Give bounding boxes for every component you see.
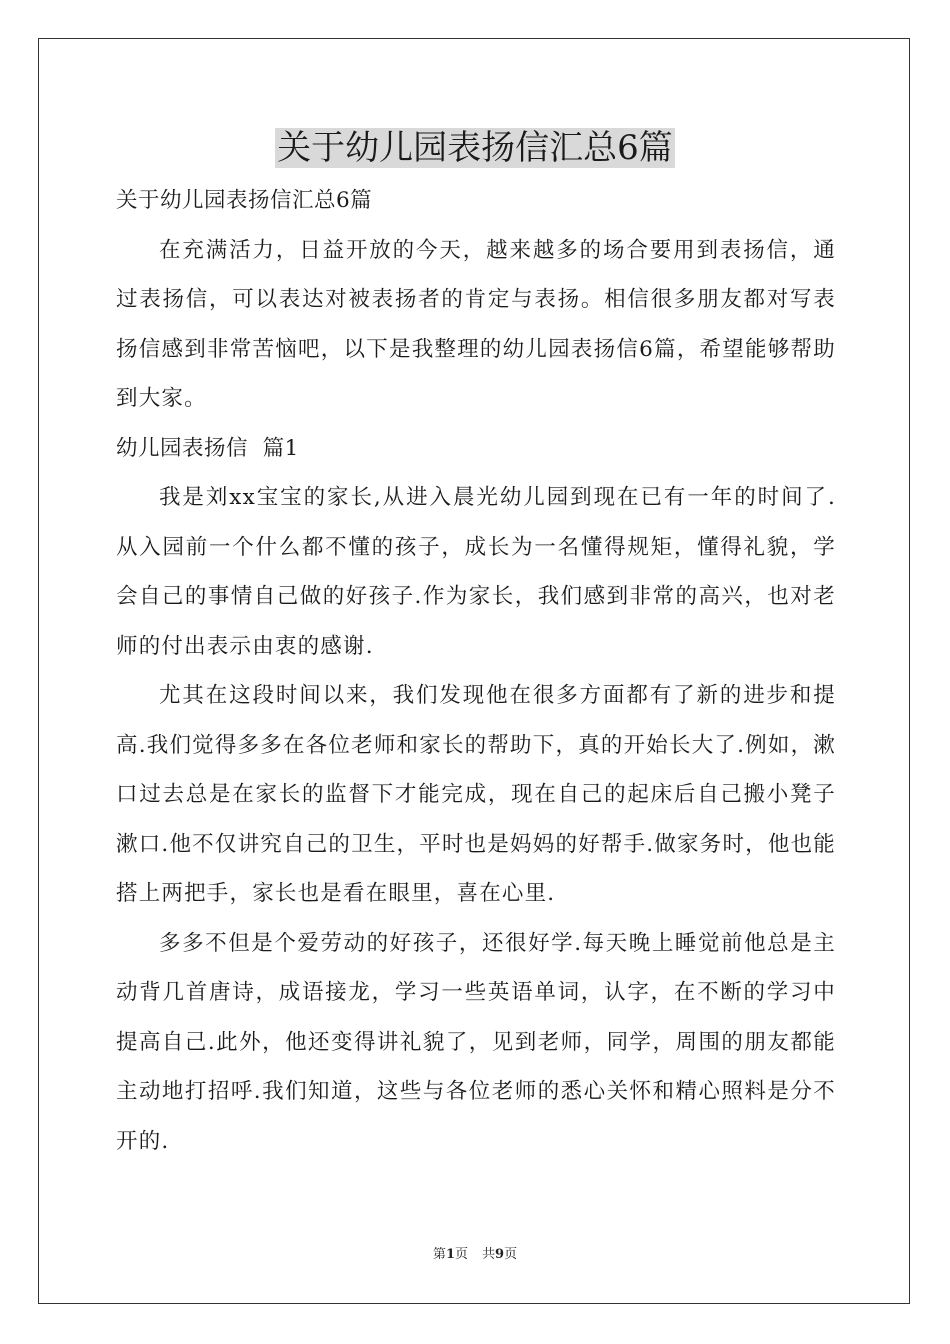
page-number: 1 bbox=[445, 1247, 455, 1262]
body-paragraph-3: 多多不但是个爱劳动的好孩子，还很好学.每天晚上睡觉前他总是主动背几首唐诗，成语接龙，学习一些英语单词，认字，在不断的学习中提高自己.此外，他还变得讲礼貌了，见到老师，同学，周围的朋友都能主动地打招呼.我们知道，这些与各位老师的悉心关怀和精心照料是分不开的. bbox=[116, 930, 836, 1154]
document-title-text: 关于幼儿园表扬信汇总6篇 bbox=[277, 128, 673, 168]
page-footer bbox=[0, 1246, 950, 1264]
total-pages: 9 bbox=[495, 1247, 505, 1262]
document-title bbox=[0, 122, 950, 174]
total-suffix: 页 bbox=[504, 1247, 518, 1262]
section-heading: 幼儿园表扬信 篇1 bbox=[116, 435, 299, 461]
document-subtitle: 关于幼儿园表扬信汇总6篇 bbox=[116, 188, 373, 213]
total-prefix: 共 bbox=[482, 1247, 496, 1262]
document-body bbox=[116, 176, 836, 1166]
page-prefix: 第 bbox=[432, 1247, 446, 1262]
page-suffix: 页 bbox=[454, 1247, 468, 1262]
body-paragraph-2: 尤其在这段时间以来，我们发现他在很多方面都有了新的进步和提高.我们觉得多多在各位老师和家长的帮助下，真的开始长大了.例如，漱口过去总是在家长的监督下才能完成，现在自己的起床后自己搬小凳子漱口.他不仅讲究自己的卫生，平时也是妈妈的好帮手.做家务时，他也能搭上两把手，家长也是看在眼里，喜在心里. bbox=[116, 683, 836, 906]
body-paragraph-1: 我是刘xx宝宝的家长,从进入晨光幼儿园到现在已有一年的时间了.从入园前一个什么都不懂的孩子，成长为一名懂得规矩，懂得礼貌，学会自己的事情自己做的好孩子.作为家长，我们感到非常的高兴，也对老师的付出表示由衷的感谢. bbox=[116, 485, 836, 659]
intro-paragraph: 在充满活力，日益开放的今天，越来越多的场合要用到表扬信，通过表扬信，可以表达对被表扬者的肯定与表扬。相信很多朋友都对写表扬信感到非常苦恼吧，以下是我整理的幼儿园表扬信6篇，希望能够帮助到大家。 bbox=[116, 237, 836, 411]
